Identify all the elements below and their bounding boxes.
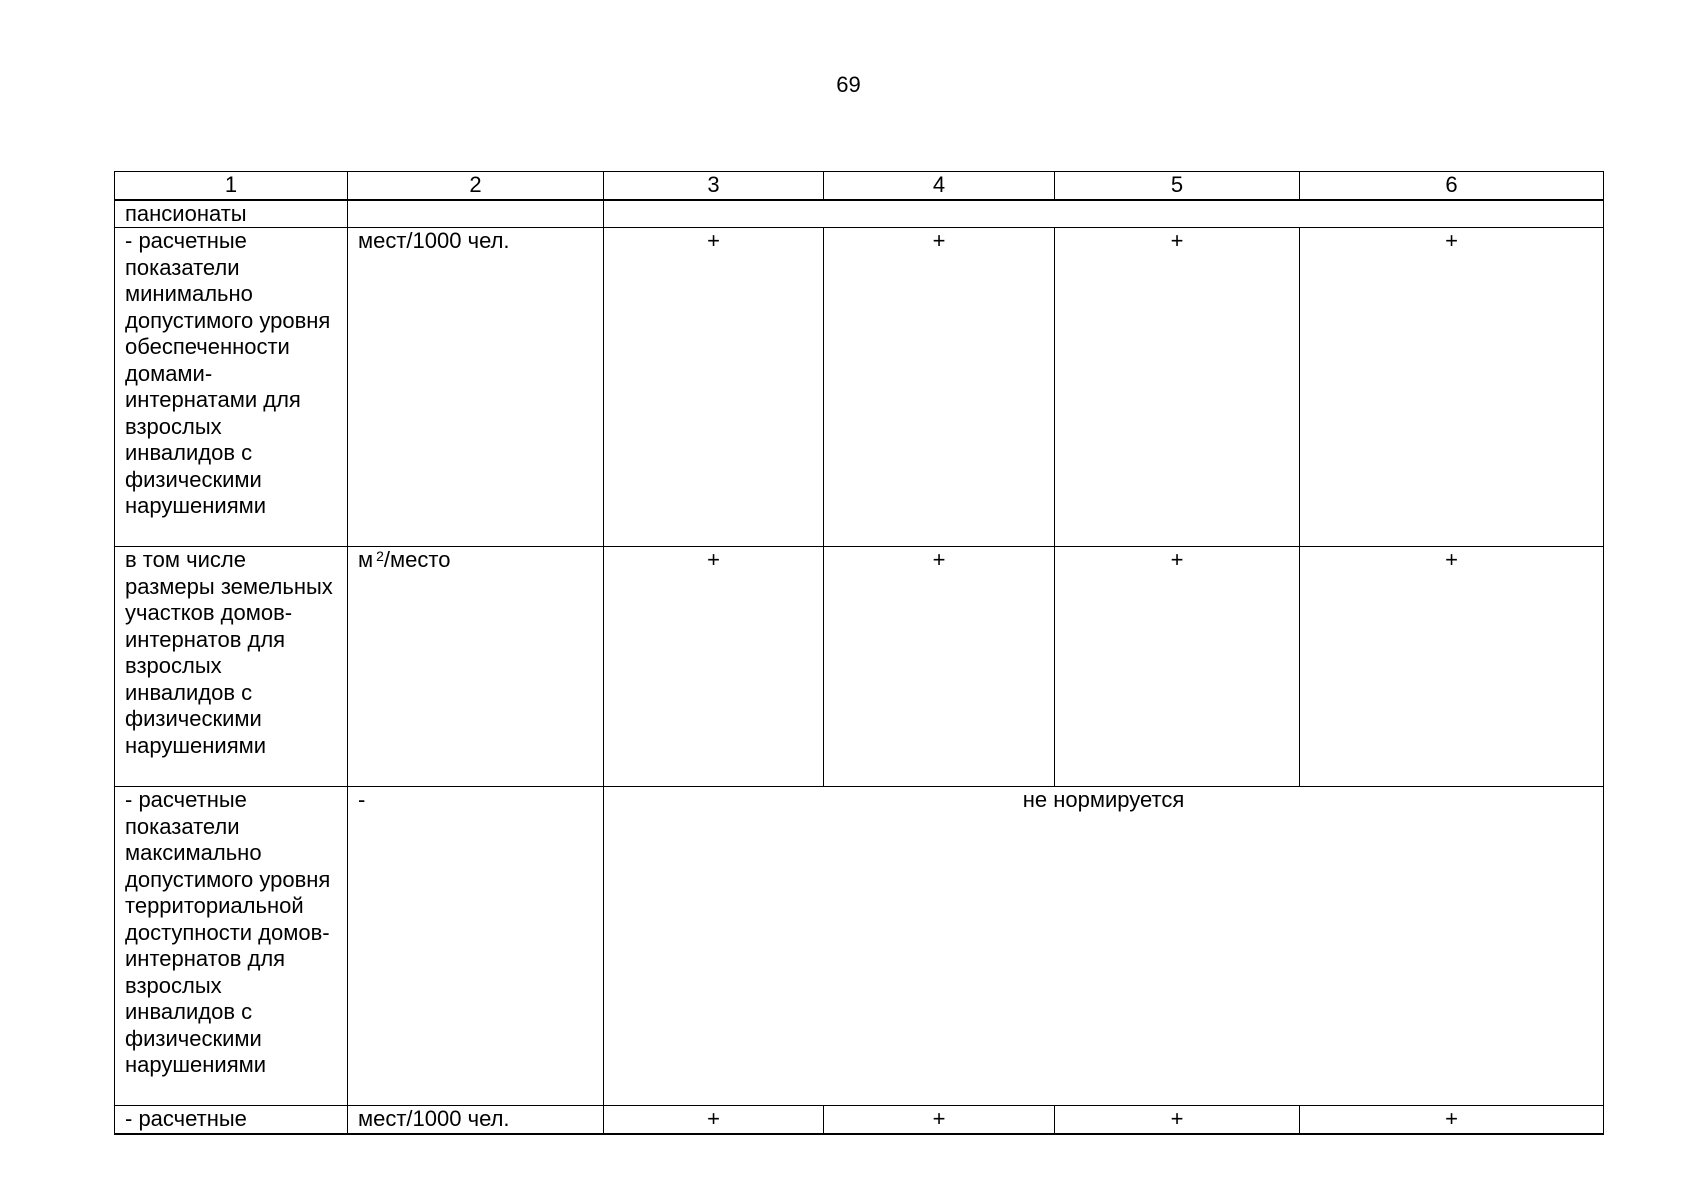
table-row xyxy=(115,547,1604,787)
unit-cell: мест/1000 чел. xyxy=(348,1106,604,1134)
column-header: 3 xyxy=(604,172,824,200)
unit-rest: /место xyxy=(383,547,451,572)
value-cell: + xyxy=(604,547,824,787)
column-header: 6 xyxy=(1300,172,1604,200)
value-cell: + xyxy=(1300,1106,1604,1134)
column-header: 5 xyxy=(1055,172,1300,200)
indicator-cell: - расчетные xyxy=(115,1106,348,1134)
table-header-row xyxy=(115,172,1604,200)
value-cell: + xyxy=(1055,228,1300,547)
value-cell: + xyxy=(604,1106,824,1134)
indicator-cell: - расчетные показатели минимально допустимого уровня обеспеченности домами-интернатами для взрослых инвалидов с физическими нарушениями xyxy=(115,228,348,547)
unit-cell xyxy=(348,200,604,228)
unit-base: м xyxy=(358,547,374,572)
unit-cell: мест/1000 чел. xyxy=(348,228,604,547)
unit-superscript: 2 xyxy=(376,548,384,564)
value-cell: + xyxy=(1055,547,1300,787)
indicator-cell: пансионаты xyxy=(115,200,348,228)
value-cell: + xyxy=(1055,1106,1300,1134)
table-row xyxy=(115,200,1604,228)
value-cell: + xyxy=(1300,228,1604,547)
value-cell: + xyxy=(824,228,1055,547)
column-header: 4 xyxy=(824,172,1055,200)
indicator-cell: в том числе размеры земельных участков домов-интернатов для взрослых инвалидов с физическими нарушениями xyxy=(115,547,348,787)
table-row xyxy=(115,1106,1604,1134)
value-cell: + xyxy=(1300,547,1604,787)
value-cell: + xyxy=(824,547,1055,787)
value-cell: + xyxy=(824,1106,1055,1134)
merged-value-cell xyxy=(604,200,1604,228)
page-number: 69 xyxy=(836,72,861,97)
norms-table xyxy=(114,171,1604,1135)
table-row xyxy=(115,787,1604,1106)
column-header: 1 xyxy=(115,172,348,200)
column-header: 2 xyxy=(348,172,604,200)
value-cell: + xyxy=(604,228,824,547)
unit-cell: - xyxy=(348,787,604,1106)
merged-value-cell: не нормируется xyxy=(604,787,1604,1106)
unit-cell xyxy=(348,547,604,787)
table-row xyxy=(115,228,1604,547)
indicator-cell: - расчетные показатели максимально допустимого уровня территориальной доступности домов-интернатов для взрослых инвалидов с физическими нарушениями xyxy=(115,787,348,1106)
